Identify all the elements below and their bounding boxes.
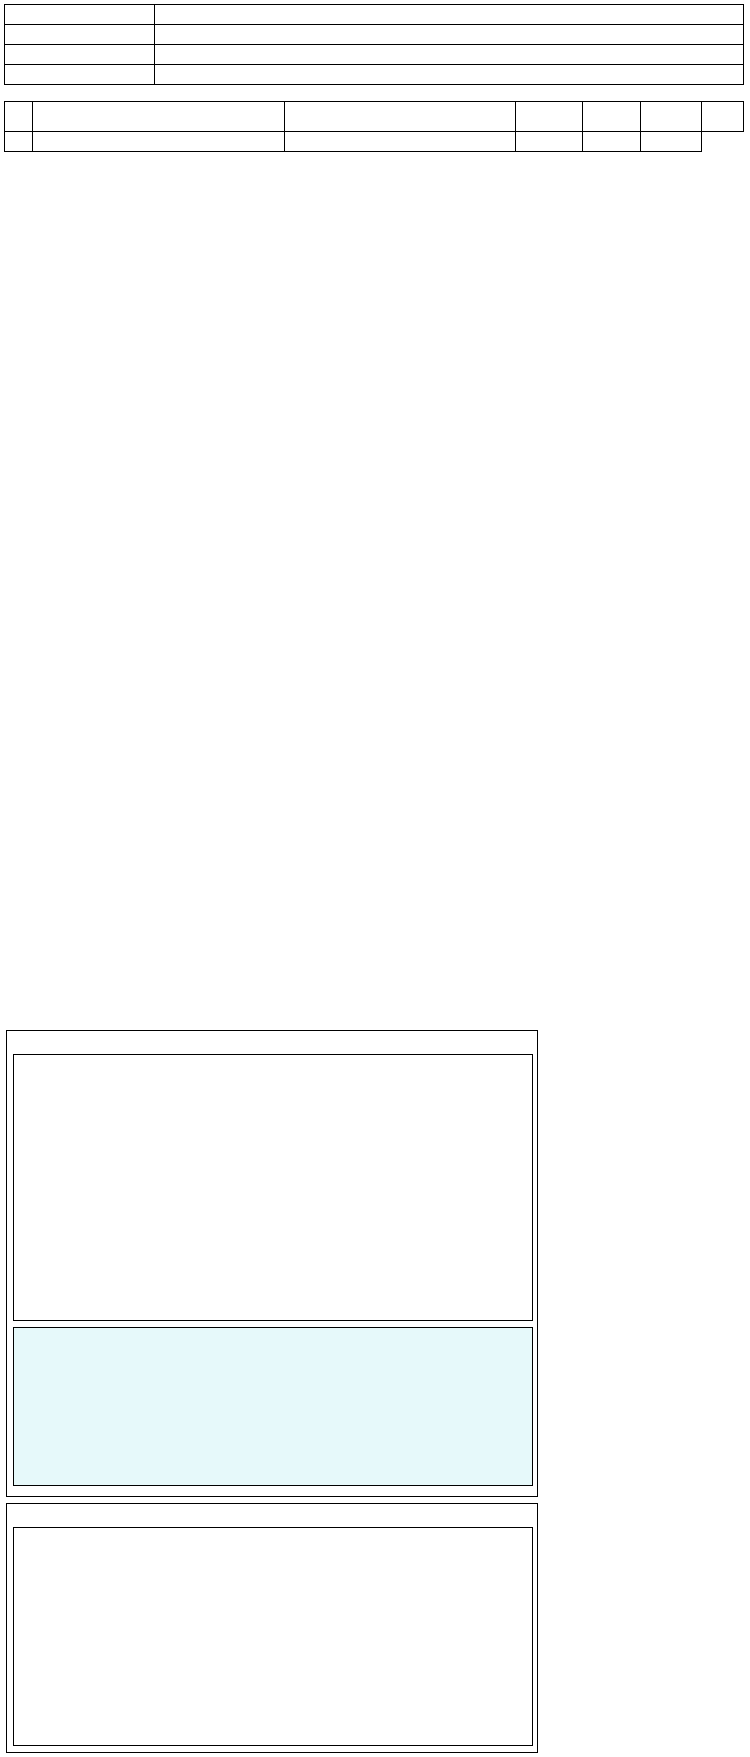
participant-cell bbox=[284, 132, 516, 152]
column-header bbox=[516, 102, 582, 132]
final-1-consolation-panel bbox=[13, 1327, 533, 1486]
participants-table bbox=[4, 101, 744, 152]
column-header bbox=[641, 102, 701, 132]
column-header bbox=[701, 102, 743, 132]
info-row bbox=[5, 45, 744, 65]
participant-cell bbox=[5, 132, 33, 152]
info-value bbox=[155, 65, 744, 85]
info-row bbox=[5, 5, 744, 25]
participant-cell bbox=[33, 132, 285, 152]
info-key bbox=[5, 65, 155, 85]
tournament-info-table bbox=[4, 4, 744, 85]
info-row bbox=[5, 65, 744, 85]
info-value bbox=[155, 45, 744, 65]
info-key bbox=[5, 45, 155, 65]
participant-cell bbox=[641, 132, 701, 152]
info-key bbox=[5, 25, 155, 45]
final-2-panel bbox=[13, 1527, 533, 1746]
final-1-main-panel bbox=[13, 1054, 533, 1321]
info-row bbox=[5, 25, 744, 45]
info-value bbox=[155, 25, 744, 45]
participant-row bbox=[5, 132, 744, 152]
column-header bbox=[5, 102, 33, 132]
column-header bbox=[284, 102, 516, 132]
info-key bbox=[5, 5, 155, 25]
info-value bbox=[155, 5, 744, 25]
participants-header bbox=[5, 102, 744, 132]
column-header bbox=[582, 102, 640, 132]
column-header bbox=[33, 102, 285, 132]
participant-cell bbox=[582, 132, 640, 152]
participant-cell bbox=[516, 132, 582, 152]
